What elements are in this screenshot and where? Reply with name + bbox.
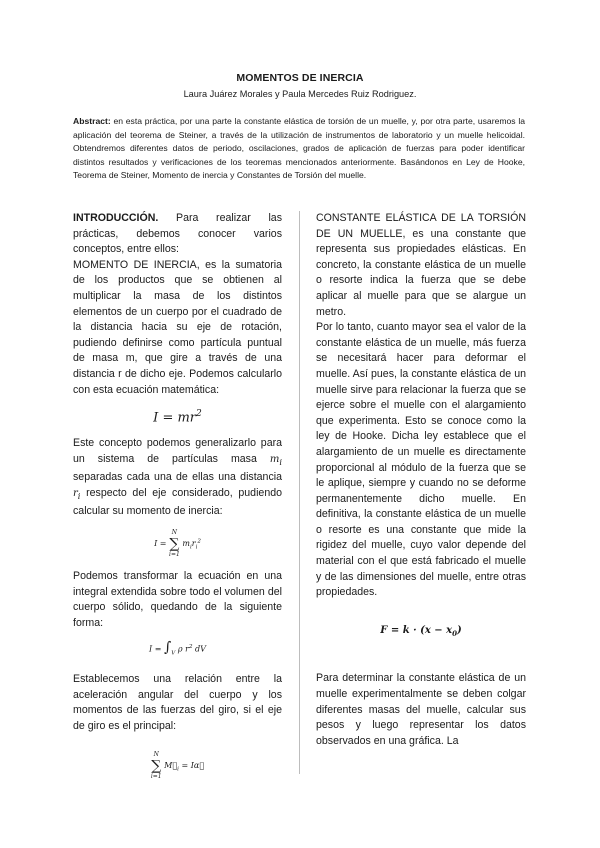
eq3-body-exp: 2	[188, 644, 193, 651]
experimental-paragraph: Para determinar la constante elástica de un muelle experimentalmente se deben colgar diferentes masas del muelle, calcular sus pesos y luego representar los datos observados en una gráfica. La	[316, 672, 526, 747]
var-r-sub: i	[77, 490, 81, 501]
abstract	[73, 115, 525, 183]
left-column	[73, 211, 282, 791]
eq1-lhs: I = mr	[153, 410, 197, 426]
sum-symbol-torque	[151, 751, 162, 781]
right-column	[316, 211, 526, 749]
abstract-text: en esta práctica, por una parte la constante elástica de torsión de un muelle, y, por otra parte, usaremos la aplicación del teorema de Steiner, a través de la utilización de instrumentos de laboratorio y un muelle helicoidal. Obtendremos diferentes datos de periodo, oscilaciones, grados de aplicación de fuerzas para poder identificar distintos resultados y verificaciones de los teoremas mencionados anteriormente. Basándonos en Ley de Hooke, Teorema de Steiner, Momento de inercia y Constantes de Torsión del muelle.	[73, 116, 526, 181]
eq2-upper: N	[171, 529, 178, 537]
equation-integral	[73, 640, 282, 662]
abstract-label: Abstract:	[73, 116, 111, 126]
equation-hooke	[316, 623, 526, 642]
var-m	[270, 454, 282, 465]
p2a: Este concepto podemos generalizarlo para un sistema de partículas masa	[73, 437, 282, 465]
eq4-body: M⃗	[164, 760, 178, 770]
intro-paragraph	[73, 211, 282, 258]
eq2-body-m-sub: i	[189, 544, 192, 551]
eq5-sub: 0	[452, 628, 457, 638]
eq2-body-r: r	[191, 539, 196, 549]
hooke-paragraph: Por lo tanto, cuanto mayor sea el valor de la constante elástica de un muelle, más fuerza se necesitará hacer para deformar el muelle. Así pues, la constante elástica de un muelle sirve para relacionar la fuerza que se ejerce sobre el muelle con el alargamiento que experimenta. Esto se conoce como la ley de Hooke. Dicha ley establece que el alargamiento de un muelle es directamente proporcional al módulo de la fuerza que se le aplique, siempre y cuando no se deforme permanentemente dicho muelle. En definitiva, la constante elástica de un muelle o resorte es una constante que mide la rigidez del muelle, cuyo valor depende del material con el que está fabricado el muelle y de las dimensiones del muelle, entre otras propiedades.	[316, 321, 526, 599]
eq3-int-sub: V	[171, 650, 176, 657]
eq4-body-sub: i	[177, 766, 179, 773]
eq4-upper: N	[153, 750, 159, 758]
paper-title: MOMENTOS DE INERCIA	[236, 72, 364, 84]
equation-torque	[73, 751, 282, 781]
sigma-icon: ∑	[169, 536, 180, 553]
var-m-sub: i	[279, 456, 282, 467]
intro-heading: INTRODUCCIÓN.	[73, 212, 159, 224]
eq3-body: ρ r	[177, 645, 189, 655]
generalization-paragraph	[73, 436, 282, 520]
eq5-close: )	[456, 624, 462, 636]
integral-icon: ∫	[163, 640, 172, 657]
eq2-body-r-sub: i	[195, 544, 198, 551]
eq3-tail: dV	[192, 645, 206, 655]
column-divider	[299, 211, 300, 774]
equation-moment-inertia	[73, 407, 282, 426]
sum-symbol	[169, 529, 180, 559]
eq2-body-r-exp: 2	[197, 538, 201, 545]
eq1-exp: 2	[196, 409, 202, 420]
eq2-lower: i=1	[169, 551, 180, 559]
angular-relation-paragraph: Establecemos una relación entre la aceleración angular del cuerpo y los momentos de las fuerzas del giro, si el eje de giro es el principal:	[73, 673, 282, 733]
eq5-main: F = k · (x − x	[380, 624, 453, 636]
eq2-lhs: I =	[154, 539, 167, 549]
moment-of-inertia-paragraph: MOMENTO DE INERCIA, es la sumatoria de los productos que se obtienen al multiplicar la masa de los distintos elementos de un cuerpo por el cuadrado de la distancia hacia su eje de rotación, pudiendo definirse como partícula puntual de masa m, que gire a través de una distancia r de dicho eje. Podemos calcularlo con esta ecuación matemática:	[73, 258, 282, 396]
eq3-lhs: I =	[149, 645, 162, 655]
torsion-constant-paragraph: CONSTANTE ELÁSTICA DE LA TORSIÓN DE UN MUELLE, es una constante que representa sus propiedades elásticas. En concreto, la constante elástica de un muelle o resorte indica la fuerza que se debe aplicar al muelle para que se alargue un metro.	[316, 212, 526, 318]
p2b: separadas cada una de ellas una distancia	[73, 471, 282, 484]
p2c: respecto del eje considerado, pudiendo calcular su momento de inercia:	[73, 486, 282, 518]
intro-text: Para realizar las prácticas, debemos conocer varios conceptos, entre ellos:	[73, 212, 282, 256]
var-m-letter: m	[269, 453, 280, 465]
integral-paragraph: Podemos transformar la ecuación en una integral extendida sobre todo el volumen del cuerpo sólido, quedando de la siguiente forma:	[73, 570, 282, 629]
var-r-letter: r	[73, 487, 78, 499]
eq4-lower: i=1	[150, 772, 162, 780]
sigma-icon-torque: ∑	[151, 757, 162, 774]
eq2-body-m: m	[182, 539, 190, 549]
paper-authors: Laura Juárez Morales y Paula Mercedes Ruiz Rodriguez.	[183, 89, 417, 99]
eq4-rhs: = Iα⃗	[178, 760, 205, 770]
equation-sum-inertia	[73, 529, 282, 559]
